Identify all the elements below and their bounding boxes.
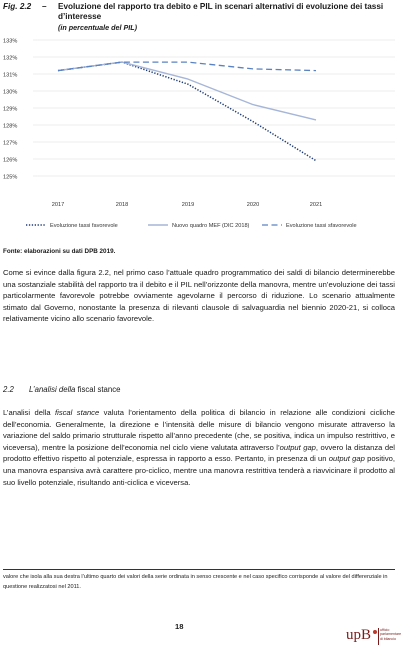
figure-subtitle: (in percentuale del PIL) [58, 23, 138, 32]
figure-source: Fonte: elaborazioni su dati DPB 2019. [3, 248, 116, 255]
y-tick-label: 128% [3, 123, 18, 130]
para2-term-fiscal-stance: fiscal stance [55, 408, 100, 417]
para2-term-output-gap-1: output gap [279, 442, 316, 452]
x-tick-label: 2021 [309, 202, 323, 208]
x-tick-label: 2017 [51, 202, 65, 208]
legend-label-2: Nuovo quadro MEF (DIC 2018) [172, 223, 250, 229]
logo-divider [378, 628, 379, 645]
y-tick-label: 127% [3, 140, 18, 147]
para2-text-3: , ovvero la distanza del prodotto effettivo rispetto al potenziale, espressa in rapporto a esso. Pertanto, in presenza di un [3, 442, 395, 464]
body-paragraph-1: Come si evince dalla figura 2.2, nel primo caso l’attuale quadro programmatico dei saldi di bilancio determinerebbe una sostanziale stabilità del rapporto tra il debito e il PIL nell’orizzonte della manovra, mentre un’evoluzione dei tassi particolarmente favorevole potrebbe ovviamente agevolarne il percorso di riduzione. Lo scenario attualmente stimato dal Governo, nonostante la presenza di rilevanti clausole di salvaguardia nel biennio 2020-21, si colloca relativamente vicino allo scenario favorevole. [3, 268, 395, 324]
series-line-3 [58, 62, 316, 71]
para2-term-output-gap-2: output gap [328, 454, 365, 464]
logo-dot-icon [373, 630, 377, 634]
section-title-term: fiscal stance [77, 385, 121, 394]
logo-text: ufficio parlamentare di bilancio [380, 628, 401, 641]
y-tick-label: 133% [3, 38, 18, 45]
y-tick-label: 126% [3, 157, 18, 164]
logo-mark: upB [346, 627, 372, 643]
x-tick-label: 2018 [115, 202, 129, 208]
x-tick-label: 2019 [181, 202, 195, 208]
y-tick-label: 125% [3, 174, 18, 181]
para2-text-1: L’analisi della [3, 408, 56, 417]
y-tick-label: 132% [3, 55, 18, 62]
section-title-pre: L’analisi della [29, 385, 78, 394]
figure-title: Evoluzione del rapporto tra debito e PIL in scenari alternativi di evoluzione dei tassi d’interesse [58, 2, 384, 21]
page-number: 18 [175, 622, 184, 631]
upb-logo [346, 625, 401, 649]
figure-label: Fig. 2.2 [3, 2, 32, 11]
y-tick-label: 130% [3, 89, 18, 96]
y-tick-label: 131% [3, 72, 18, 79]
footnote-rule [3, 569, 395, 570]
para2-text-4: positivo, una manovra espansiva avrà carattere pro-ciclico, mentre una manovra restrittiva tenderà a riavvicinare il prodotto al suo livello potenziale, risultando anti-ciclica e viceversa. [3, 454, 395, 487]
x-tick-label: 2020 [246, 202, 260, 208]
debt-gdp-line-chart [0, 32, 401, 250]
figure-dash: – [42, 2, 47, 11]
footnote: valore che isola alla sua destra l’ultimo quarto dei valori della serie ordinata in senso crescente e nel caso specifico corrisponde al valore del differenziale in questione realizzatosi nel 2011. [3, 574, 388, 590]
section-number: 2.2 [3, 385, 14, 394]
y-tick-label: 129% [3, 106, 18, 113]
series-line-1 [58, 62, 316, 161]
legend-label-3: Evoluzione tassi sfavorevole [286, 223, 357, 229]
body-paragraph-2 [3, 407, 395, 488]
section-heading [3, 385, 120, 394]
para2-text-2: valuta l’orientamento della politica di bilancio in relazione alle condizioni cicliche dell’economia. Generalmente, la direzione e l’intensità delle misure di bilancio vengono misurate attraverso la variazione del saldo primario strutturale rispetto all’anno precedente (che, se positiva, indica un impulso restrittivo, e viceversa), mentre la posizione dell’economia nel ciclo viene valutata attraverso l’ [3, 408, 395, 452]
legend-label-1: Evoluzione tassi favorevole [50, 223, 118, 229]
